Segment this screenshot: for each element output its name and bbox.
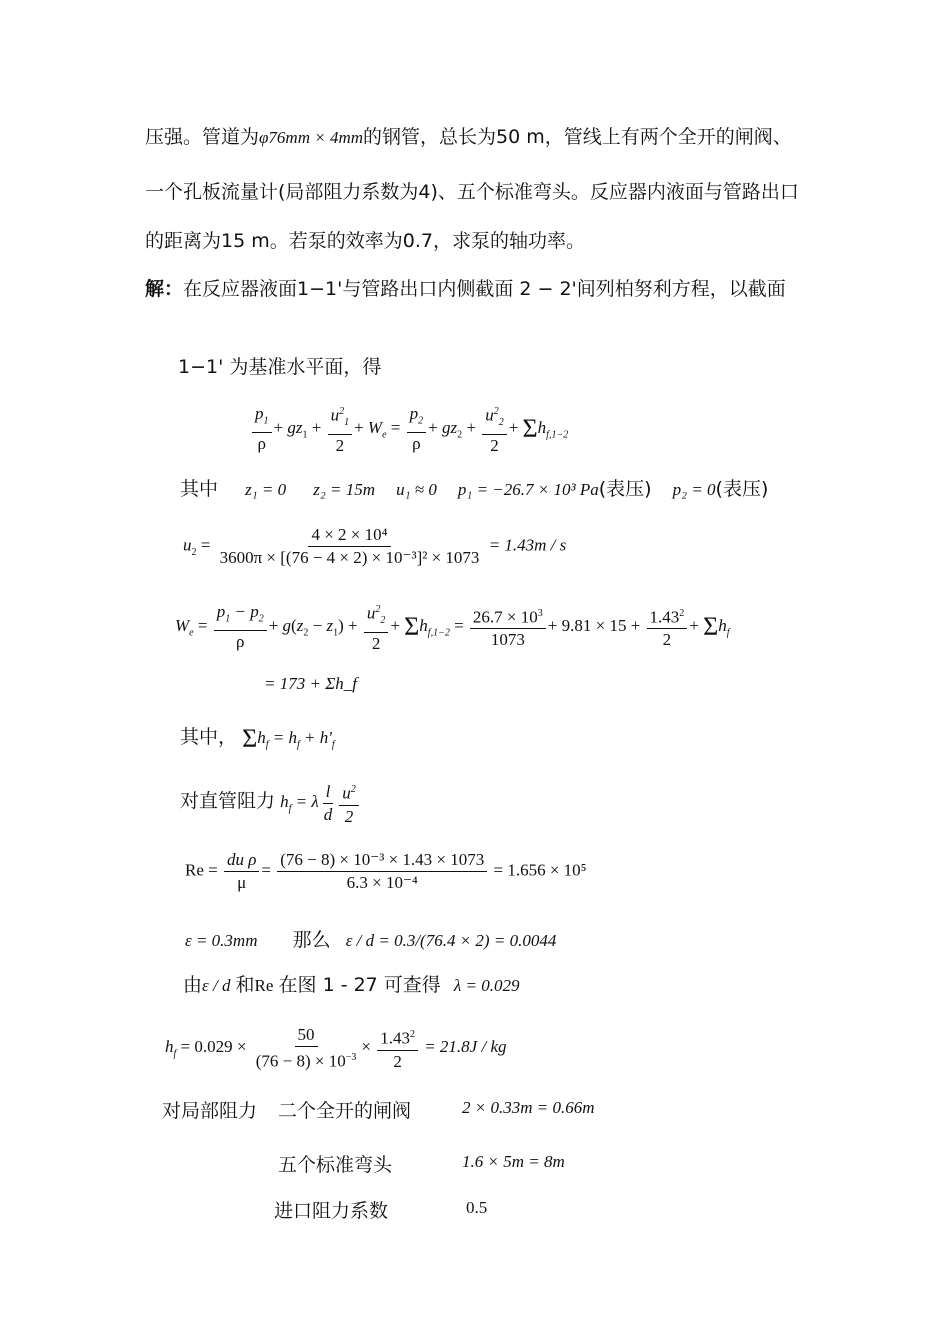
solution-label: 解： [145,278,184,300]
namo-label: 那么 [292,929,331,951]
we-equation: $W_e$ = $\frac{p_1 - p_2}{\rho}$ + $g(z_2 - z_1)$ + $\frac{u^2_2}{2}$ + $\Sigma h_{f,1-2}$ = $\frac{26.7 \times 10^3}{1073}$ + 9.81 × 15 + $\frac{1.43^2}{2}$ + $\Sigma h_f$ [175,601,730,654]
z1-value: z₁ = 0 [245,480,287,499]
p1-value: p₁ = −26.7 × 10³ Pa [457,480,599,499]
elbow-value: 1.6 × 5m = 8m [462,1152,565,1171]
conditions-label: 其中 [180,478,219,500]
problem-line-3: 的距离为15 m。若泵的效率为0.7，求泵的轴功率。 [145,230,585,252]
gate-valve-label: 二个全开的闸阀 [278,1100,412,1122]
problem-line-2: 一个孔板流量计(局部阻力系数为4)、五个标准弯头。反应器内液面与管路出口 [145,181,799,203]
gauge-note: (表压) [715,478,769,500]
conditions-row [180,474,768,501]
hf-equation: $h_f = 0.029$ × $\frac{50}{(76 - 8) \times 10^{-3}}$ × $\frac{1.43^2}{2}$ = 21.8J / kg [165,1025,507,1071]
and-label: 和 [235,974,255,996]
gauge-note: (表压) [598,478,652,500]
z2-value: z₂ = 15m [313,480,375,499]
hf-result: = 21.8J / kg [424,1037,507,1057]
u2-result: = 1.43m / s [488,535,567,555]
problem-text: 的钢管，总长为50 m，管线上有两个全开的闸阀、 [363,126,792,148]
pipe-spec: φ76mm × 4mm [259,128,363,147]
relative-roughness: ε / d = 0.3/(76.4 × 2) = 0.0044 [345,931,557,950]
from-label: 由 [183,974,203,996]
inlet-label: 进口阻力系数 [274,1200,389,1222]
straight-pipe-label: 对直管阻力 [180,790,276,813]
roughness-row [185,925,556,952]
lambda-row: 由ε / d 和Re 在图 1 - 27 可查得 λ = 0.029 [183,974,520,996]
inlet-value: 0.5 [466,1198,488,1217]
bernoulli-equation: $\frac{p_1}{\rho}$ + $gz_1$ + $\frac{u^2_1}{2}$ + $W_e$ = $\frac{p_2}{\rho}$ + $gz_2$ + $\frac{u^2_2}{2}$ + $\Sigma h_{f,1-2}$ [250,402,568,456]
local-resistance-label: 对局部阻力 [162,1100,258,1122]
u1-value: u₁ ≈ 0 [396,480,437,499]
u2-equation: $u_2$ = $\frac{\text{4 × 2 × 10⁴}}{\text{3600π × [(76 − 4 × 2) × 10⁻³]² × 1073}}$ = 1.43m / s [183,525,567,567]
solution-line-1 [145,274,786,301]
u2-numerator: 4 × 2 × 10⁴ [308,525,390,547]
elbow-label: 五个标准弯头 [278,1154,393,1176]
re-numerator: (76 − 8) × 10⁻³ × 1.43 × 1073 [277,850,487,872]
problem-text: 压强。管道为 [145,126,260,148]
we-result: = 173 + Σh_f [264,674,358,693]
re-denominator: 6.3 × 10⁻⁴ [346,873,418,892]
reynolds-equation: Re = $\frac{\text{du ρ}}{\mu}$ = $\frac{\text{(76 − 8) × 10⁻³ × 1.43 × 1073}}{\text{6.3 × 10⁻⁴}}$ = 1.656 × 10⁵ [185,850,587,892]
lambda-value: λ = 0.029 [453,976,520,995]
problem-line-1 [145,122,792,149]
u2-denominator: 3600π × [(76 − 4 × 2) × 10⁻³]² × 1073 [219,548,480,567]
straight-pipe-row: 对直管阻力 $h_f = \lambda$ $\frac{l}{d}$ $\frac{u^2}{2}$ [180,780,361,827]
solution-line-2: 1−1' 为基准水平面，得 [178,356,382,378]
lookup-label: 在图 1 - 27 可查得 [278,974,441,996]
hf-sum-row: 其中， $\Sigma h_f = h_f + h'_f$ [180,724,335,754]
re-result: = 1.656 × 10⁵ [493,860,587,880]
gate-valve-value: 2 × 0.33m = 0.66m [462,1098,595,1117]
solution-text: 在反应器液面1−1'与管路出口内侧截面 2 − 2'间列柏努利方程，以截面 [183,278,786,300]
p2-value: p₂ = 0 [672,480,716,499]
roughness-value: ε = 0.3mm [185,931,258,950]
hf-sum-label: 其中， [180,726,238,748]
